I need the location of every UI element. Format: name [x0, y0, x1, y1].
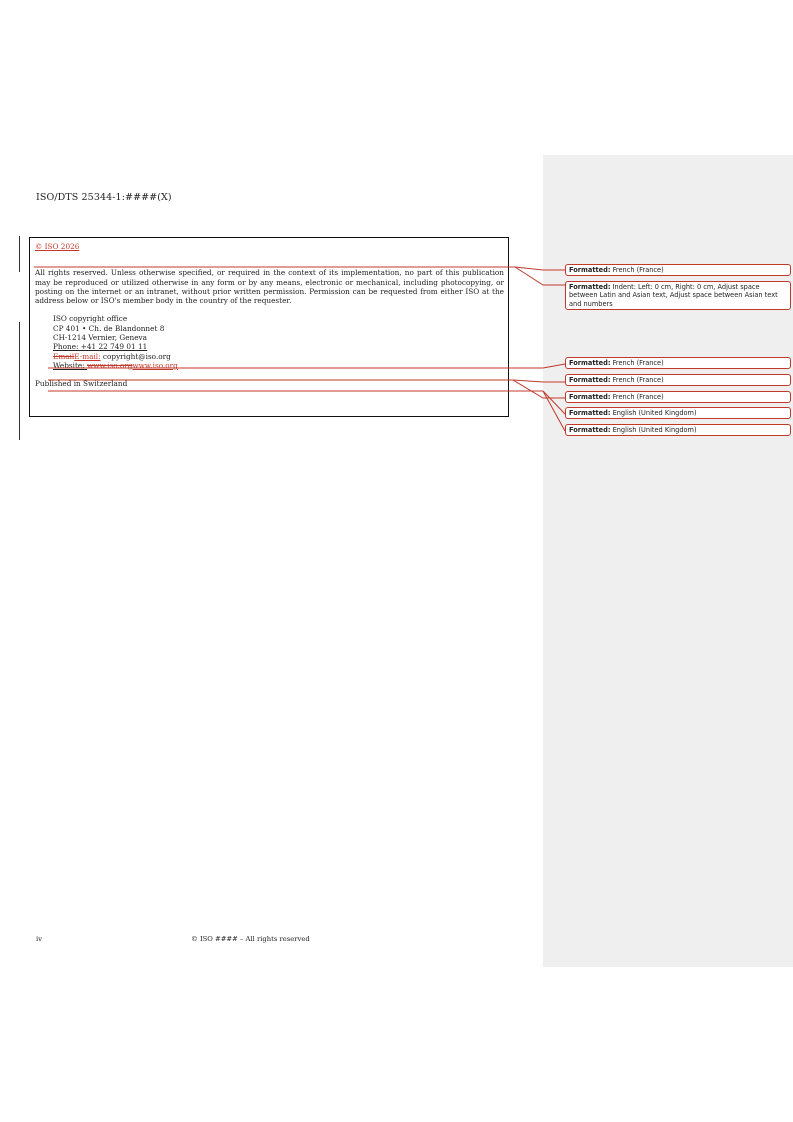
- comment-balloon[interactable]: [565, 264, 791, 276]
- comment-balloon[interactable]: [565, 407, 791, 419]
- comment-text: French (France): [610, 359, 664, 367]
- comment-label: Formatted:: [569, 393, 611, 401]
- comment-label: Formatted:: [569, 283, 611, 291]
- comment-balloon[interactable]: [565, 357, 791, 369]
- comment-label: Formatted:: [569, 359, 611, 367]
- email-deleted: Email: [53, 351, 75, 361]
- comment-balloon[interactable]: [565, 281, 791, 310]
- comment-text: Indent: Left: 0 cm, Right: 0 cm, Adjust space between Latin and Asian text, Adjust space between Asian text and numbers: [569, 283, 778, 308]
- footer-page-number: iv: [36, 935, 43, 943]
- office-name: ISO copyright office: [53, 314, 128, 324]
- comment-label: Formatted:: [569, 409, 611, 417]
- connector-line: [543, 364, 565, 368]
- rights-paragraph: All rights reserved. Unless otherwise specified, or required in the context of its implementation, no part of this publication may be reproduced or utilized otherwise in any form or by any means, electronic or mechanical, including photocopying, or posting on the internet or an intranet, without prior written permission. Permission can be requested from either ISO at the address below or ISO's member body in the country of the requester.: [35, 268, 504, 306]
- email-inserted: E-mail:: [74, 351, 101, 361]
- comment-balloon[interactable]: [565, 391, 791, 403]
- comment-label: Formatted:: [569, 266, 611, 274]
- comment-balloon[interactable]: [565, 424, 791, 436]
- copyright-line: © ISO 2026: [35, 242, 80, 251]
- document-id: ISO/DTS 25344-1:####(X): [36, 192, 172, 203]
- comment-text: French (France): [610, 376, 664, 384]
- comment-text: French (France): [610, 266, 664, 274]
- website-deleted[interactable]: www.iso.org: [87, 360, 133, 370]
- comment-text: English (United Kingdom): [610, 409, 697, 417]
- footer-copyright: © ISO #### – All rights reserved: [191, 935, 310, 943]
- comment-balloon[interactable]: [565, 374, 791, 386]
- website-inserted[interactable]: www.iso.org: [132, 360, 178, 370]
- address-line-1: CP 401 • Ch. de Blandonnet 8: [53, 323, 165, 333]
- comment-text: French (France): [610, 393, 664, 401]
- phone-line: Phone: +41 22 749 01 11: [53, 342, 148, 352]
- connector-line: [513, 380, 565, 398]
- published-line: Published in Switzerland: [35, 379, 128, 389]
- comment-text: English (United Kingdom): [610, 426, 697, 434]
- comment-label: Formatted:: [569, 376, 611, 384]
- connector-line: [515, 267, 565, 270]
- connector-line: [513, 380, 565, 382]
- website-label: Website:: [53, 360, 88, 370]
- address-line-2: CH-1214 Vernier, Geneva: [53, 333, 148, 343]
- email-value: copyright@iso.org: [100, 351, 171, 361]
- comment-label: Formatted:: [569, 426, 611, 434]
